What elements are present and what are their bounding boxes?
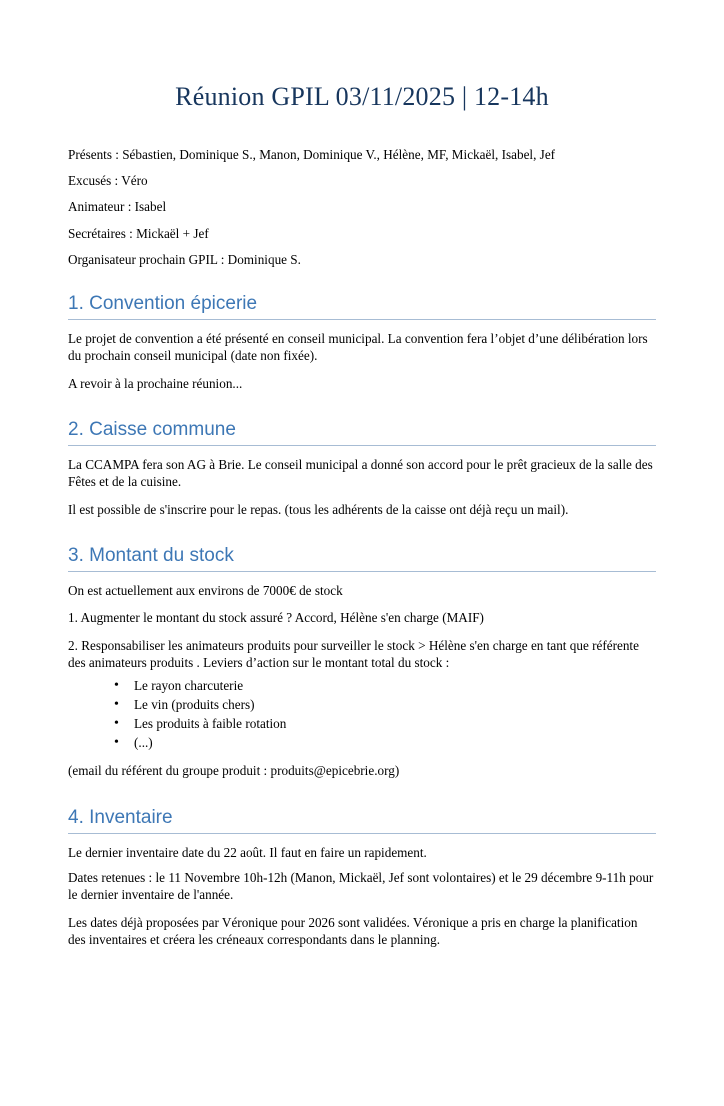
metadata-line-excuses: Excusés : Véro [68, 173, 148, 189]
section-paragraph: 1. Augmenter le montant du stock assuré ? Accord, Hélène s'en charge (MAIF) [68, 610, 484, 626]
section-paragraph-contact: (email du référent du groupe produit : produits@epicebrie.org) [68, 763, 400, 779]
document-page [0, 82, 724, 1106]
list-item: • Les produits à faible rotation [114, 715, 656, 734]
metadata-line-organisateur: Organisateur prochain GPIL : Dominique S. [68, 251, 301, 267]
section-heading: 3. Montant du stock [68, 544, 656, 572]
section-paragraph: On est actuellement aux environs de 7000€ de stock [68, 582, 343, 598]
section-paragraph: 2. Responsabiliser les animateurs produits pour surveiller le stock > Hélène s'en charge en tant que référente des animateurs produits . Leviers d’action sur le montant total du stock : [68, 637, 639, 671]
section-paragraph: La CCAMPA fera son AG à Brie. Le conseil municipal a donné son accord pour le prêt gracieux de la salle des Fêtes et de la cuisine. [68, 456, 653, 490]
section-convention-epicerie [68, 292, 656, 392]
stock-levers-list [68, 677, 656, 752]
meeting-metadata [68, 148, 656, 266]
list-item: • Le rayon charcuterie [114, 677, 656, 696]
section-montant-du-stock [68, 544, 656, 780]
section-paragraph: Il est possible de s'inscrire pour le repas. (tous les adhérents de la caisse ont déjà reçu un mail). [68, 501, 569, 517]
section-heading: 4. Inventaire [68, 806, 656, 834]
section-paragraph: Dates retenues : le 11 Novembre 10h-12h (Manon, Mickaël, Jef sont volontaires) et le 29 décembre 9-11h pour le dernier inventaire de l'année. [68, 870, 654, 903]
section-paragraph: Les dates déjà proposées par Véronique pour 2026 sont validées. Véronique a pris en charge la planification des inventaires et créera les créneaux correspondants dans le planning. [68, 914, 638, 948]
metadata-line-animateur: Animateur : Isabel [68, 199, 167, 215]
section-paragraph: Le dernier inventaire date du 22 août. Il faut en faire un rapidement. [68, 844, 427, 860]
section-inventaire [68, 806, 656, 949]
section-caisse-commune [68, 418, 656, 518]
metadata-line-presents: Présents : Sébastien, Dominique S., Manon, Dominique V., Hélène, MF, Mickaël, Isabel, Jef [68, 147, 556, 162]
page-title: Réunion GPIL 03/11/2025 | 12-14h [175, 82, 549, 111]
section-heading: 2. Caisse commune [68, 418, 656, 446]
list-item: • (...) [114, 734, 656, 753]
section-paragraph: Le projet de convention a été présenté en conseil municipal. La convention fera l’objet d’une délibération lors du prochain conseil municipal (date non fixée). [68, 330, 648, 364]
list-item: • Le vin (produits chers) [114, 696, 656, 715]
section-heading: 1. Convention épicerie [68, 292, 656, 320]
section-paragraph: A revoir à la prochaine réunion... [68, 375, 243, 391]
metadata-line-secretaires: Secrétaires : Mickaël + Jef [68, 225, 209, 241]
